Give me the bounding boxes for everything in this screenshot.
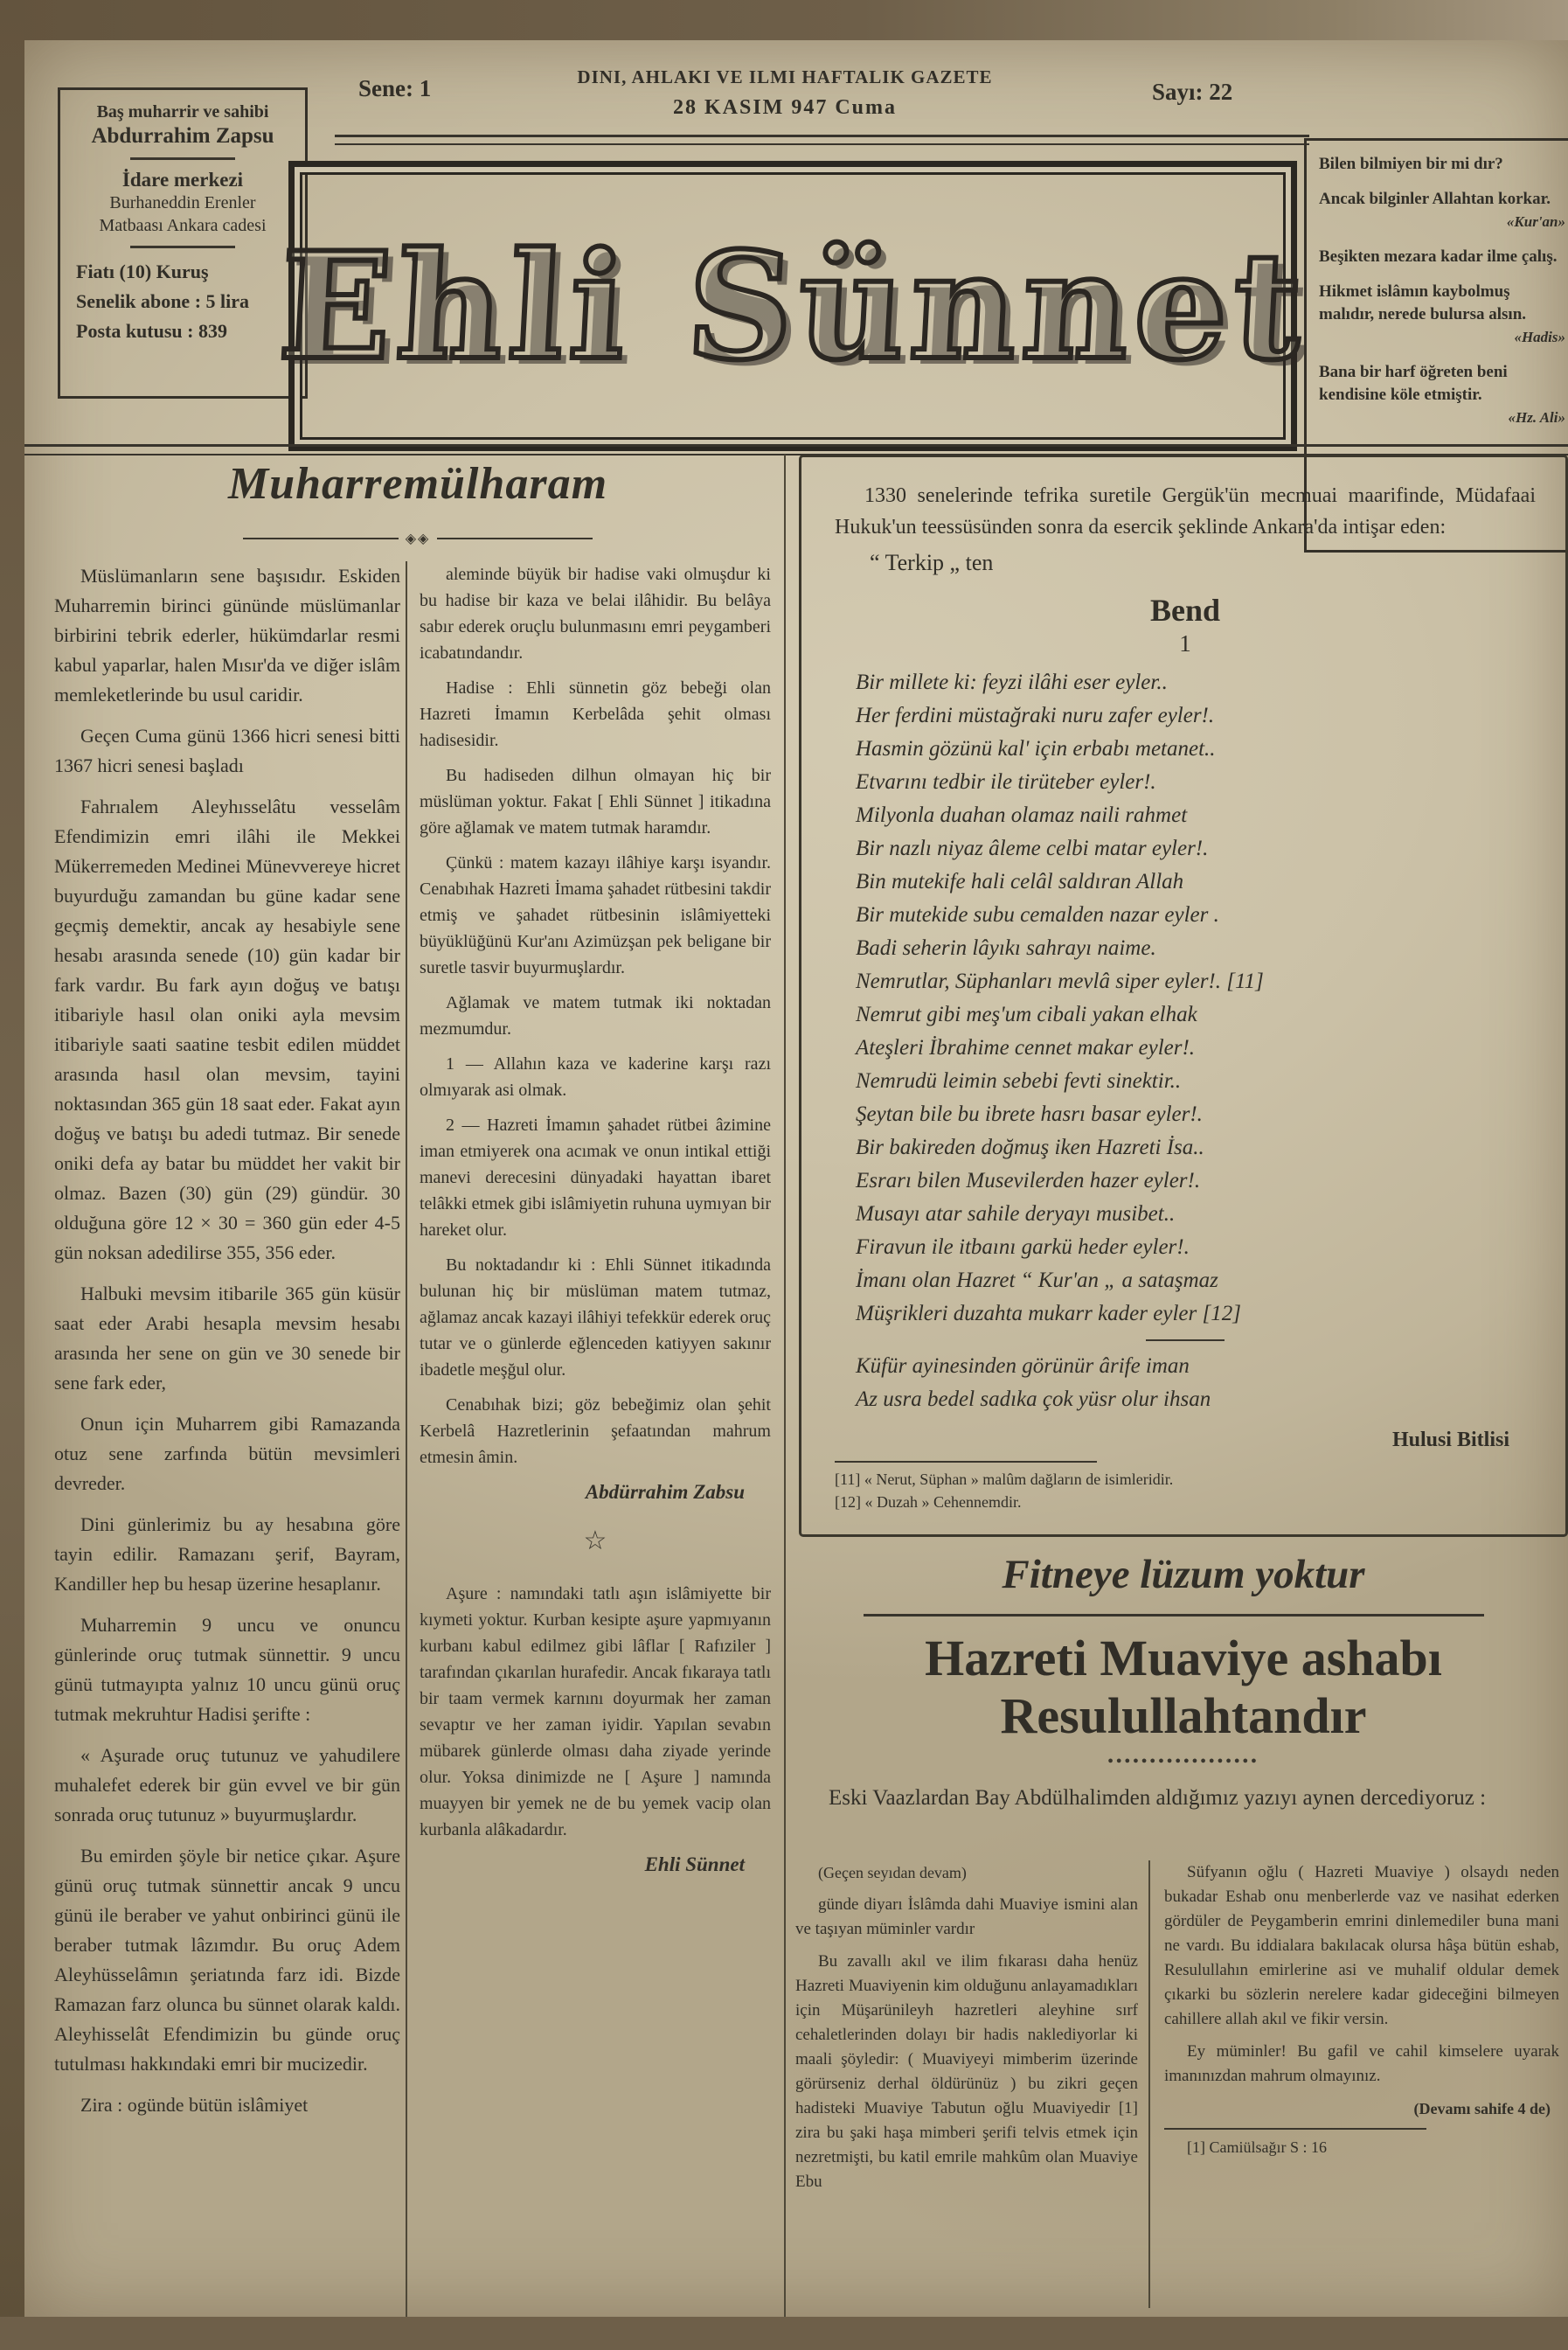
paragraph: Dini günlerimiz bu ay hesabına göre tayin edilir. Ramazanı şerif, Bayram, Kandiller hep bu hesap üzerine hesaplanır. [54,1513,400,1595]
issue-number: Sayı: 22 [1152,79,1233,105]
poem-source: “ Terkip „ ten [870,550,994,575]
paragraph: Ağlamak ve matem tutmak iki noktadan mezmumdur. [420,993,771,1039]
paragraph: Müslümanların sene başısıdır. Eskiden Muharremin birinci gününde müslümanlar birbirini tebrik ederler, hükümdarlar resmi kabul yaparlar, halen Mısır'da ve diğer islâm memleketlerinde bu usul caridir. [54,565,400,706]
paragraph: Halbuki mevsim itibarile 365 gün küsür saat eder Arabi hesapla mevsim hesabı arasında her sene on gün ve 30 senede bir sene fark eder, [54,1283,400,1394]
paragraph: Bu emirden şöyle bir netice çıkar. Aşure günü oruç tutmak sünnettir ancak 9 uncu günü ile beraber ve yahut onbirinci günü ile beraber tutmak lâzımdır. Bu oruç Adem Aleyhüsselâmın şeriatında farz idi. Bizde Ramazan farz olunca bu sünnet olarak kaldı. Aleyhisselât Efendimizin bu günde oruç tutulması hakkındaki emri bir mucizedir. [54,1845,400,2075]
article2-footnote: [1] Camiülsağır S : 16 [1187,2138,1327,2156]
paragraph: Çünkü : matem kazayı ilâhiye karşı isyandır. Cenabıhak Hazreti İmama şahadet rütbesini takdir etmiş ve şahadet rütbesinin islâmiyetteki büyüklüğünü Kur'anı Azimüzşan pek beligane bir suretle tasvir buyurmuşlardır. [420,853,771,977]
footnote-rule [835,1461,1097,1463]
star-divider: ☆ [583,1526,607,1555]
paragraph: Az usra bedel sadıka çok yüsr olur ihsan [856,1387,1211,1411]
poem-signature: Hulusi Bitlisi [1391,1429,1509,1451]
divider [130,246,235,248]
paragraph: « Aşurade oruç tutunuz ve yahudilere muhalefet ederek bir gün evvel ve bir gün sonrada oruç tutunuz » buyurmuşlardır. [54,1744,400,1825]
paragraph: Zira : ogünde bütün islâmiyet [80,2094,309,2116]
photo-edge-left [0,0,24,2317]
paragraph: Hadise : Ehli sünnetin göz bebeği olan Hazreti İmamın Kerbelâda şehit olması hadisesidir. [420,678,771,750]
editor-name: Abdurrahim Zapsu [91,124,274,148]
paragraph: Firavun ile itbaını garkü heder eyler!. [856,1235,1190,1259]
paragraph: Nemrudü leimin sebebi fevti sinektir.. [856,1069,1182,1093]
year-label: Sene: 1 [358,75,432,101]
paragraph: Bir mutekide subu cemalden nazar eyler . [856,903,1219,927]
paragraph: aleminde büyük bir hadise vaki olmuşdur ki bu hadise bir kaza ve belai ilâhidir. Bu belâya sabır ederek oruçlu bulunmasını emri peygamberi icabatındandır. [420,565,771,663]
header-double-rule [335,135,1309,145]
newspaper-page [24,40,1568,2317]
paragraph: Şeytan bile bu ibrete hasrı basar eyler!. [856,1102,1203,1126]
article1-col2b-text [420,1581,771,1843]
poem-box [799,455,1568,1537]
paragraph: Bir nazlı niyaz âleme celbi matar eyler!. [856,837,1209,860]
paragraph: Badi seherin lâyıkı sahrayı naime. [856,936,1156,960]
paragraph: Hikmet islâmın kaybolmuş malıdır, nerede bulursa alsın. «Hadis» [1319,281,1565,349]
article1-col2-text [420,561,771,1470]
paragraph: Hasmin gözünü kal' için erbabı metanet.. [856,737,1216,761]
masthead-frame [274,161,1311,451]
poem-lines [835,666,1536,1331]
price-line: Fiatı (10) Kuruş [76,261,209,282]
article2-headline [799,1630,1568,1745]
paper-tagline: DINI, AHLAKI VE ILMI HAFTALIK GAZETE [577,66,993,87]
paragraph: Ey müminler! Bu gafil ve cahil kimselere uyarak imanınızdan mahrum olmayınız. [1164,2042,1559,2085]
article2-column-1 [795,1860,1138,2350]
paragraph: Beşikten mezara kadar ilme çalış. [1319,247,1558,266]
footnote-rule [1164,2128,1426,2130]
continued-note: (Geçen seyıdan devam) [818,1864,967,1881]
column-rule-center [784,455,786,2317]
paragraph: Bu zavallı akıl ve ilim fıkarası daha henüz Hazreti Muaviyenin kim olduğunu anlayamadıkları için Müşarünileyh hazretleri aleyhine sırf cehaletlerinden dolayı bir hadis naklediyorlar ki maali şöyledir: ( Muaviyeyi mimberim üzerinde görürseniz derhal öldürünüz ) bu zikri geçen hadisteki Muaviye Tabutun oğlu Muaviyedir [1] zira bu şaki haşa mimberi şerifi telvis etmek için nezretmişti, bu katil emrile mahkûm olan Muaviye Ebu [795,1952,1138,2191]
masthead-title: Ehli Sünnet [274,219,1311,393]
article2-lede: Eski Vaazlardan Bay Abdülhalimden aldığımız yazıyı aynen dercediyoruz : [829,1786,1487,1810]
editor-label: Baş muharrir ve sahibi [96,102,269,122]
quote-source: «Kur'an» [1506,213,1565,230]
article1-signature: Abdürrahim Zabsu [585,1481,745,1503]
paragraph: İmanı olan Hazret “ Kur'an „ a sataşmaz [856,1269,1218,1292]
column-rule-left [406,561,407,2317]
paragraph: Küfür ayinesinden görünür ârife iman [856,1354,1190,1378]
office-address-1: Burhaneddin Erenler [109,193,256,212]
paragraph: Bu noktadandır ki : Ehli Sünnet itikadında bulunan hiç bir müslüman matem tutmaz, ağlamaz ancak kazayi ilâhiyi tefekkür ederek oruç tutar ve o günlerde eğlenceden katiyyen sakınır ibadetle meşğul olur. [420,1255,771,1380]
paragraph: Aşure : namındaki tatlı aşın islâmiyette bir kıymeti yoktur. Kurban kesipte aşure yapmıyanın kurbanı kabul edilmez gibi lâflar [ Rafıziler ] tarafından çıkarılan hurafedir. Ancak fıkaraya tatlı bir taam vermek karnını doyurmak her zaman sevaptır ve her zaman iyidir. Yapılan sevabın mübarek günlerde olması daha ziyade yerinde olur. Yoksa dinimizde ne [ Aşure ] namında muayyen bir yemek ne de bu yemek vacip olan kurbanla alâkadardır. [420,1584,771,1839]
paragraph: Geçen Cuma günü 1366 hicri senesi bitti 1367 hicri senesi başladı [54,725,400,776]
article1-col1-text [54,561,400,2120]
paragraph: Etvarını tedbir ile tirüteber eyler!. [856,770,1156,794]
paragraph: Esrarı bilen Musevilerden hazer eyler!. [856,1169,1201,1192]
article2-kicker: Fitneye lüzum yoktur [1002,1552,1365,1597]
paragraph: 2 — Hazreti İmamın şahadet rütbei âzimine iman etmiyerek ona acımak ve onun intikal ettiği manevi derecesini dünyadaki hayattan ibaret telâkki etmek gibi islâmiyetin ruhuna uymıyan bir hareket olur. [420,1116,771,1240]
article1-title: Muharremülharam [227,459,608,509]
dots-ornament: ●●●●●●●●●●●●●●●●●● [1107,1756,1259,1766]
ornament-line [437,538,593,539]
paragraph: Fahrıalem Aleyhısselâtu vesselâm Efendimizin emri ilâhi ile Mekkei Mükerremeden Medinei Münevvereye hicret buyurduğu zamandan bu güne kadar sene geçmiş demektir, ancak ay hesabiyle sene hesabı arasında senede (10) gün kadar bir fark vardır. Bu fark ayın doğuş ve batışı itibariyle hasıl olan oniki ayla mevsim itibariyle saati saatine tesbit edilen müddet arasında hasıl olan mevsim, tayini noktasından 365 gün 18 saat eder. Fakat ayın doğuş ve batışı bu adedi tutmaz. Bir senede oniki defa ay batar bu müddet her vakit bir olmaz. Bazen (30) gün (29) gündür. 30 olduğuna göre 12 × 30 = 360 gün eder 4-5 gün noksan adedilirse 355, 356 eder. [54,796,400,1263]
article1-column-2 [420,561,771,2317]
column-rule-bottom-right [1148,1860,1150,2308]
ornament-diamond: ◈◈ [405,532,431,546]
poem-couplet [835,1350,1536,1416]
article1-signature-2: Ehli Sünnet [644,1853,745,1875]
continuation-note: (Devamı sahife 4 de) [1413,2100,1551,2117]
paragraph: Bilen bilmiyen bir mi dır? [1319,155,1503,173]
paragraph: Ancak bilginler Allahtan korkar. «Kur'an» [1319,188,1565,233]
article2-column-2 [1164,1860,1559,2350]
poem-title: Bend [1149,593,1221,628]
paragraph: Nemrut gibi meş'um cibali yakan elhak [856,1003,1197,1026]
quote-source: «Hadis» [1514,329,1565,345]
poem-intro: 1330 senelerinde tefrika suretile Gergük'ün mecmuai maarifinde, Müdafaai Hukuk'un teessüsünden sonra da esercik şeklinde Ankara'da intişar eden: [835,484,1536,539]
issue-date: 28 KASIM 947 Cuma [672,96,897,119]
paragraph: [12] « Duzah » Cehennemdir. [835,1493,1022,1511]
paragraph: Bin mutekife hali celâl saldıran Allah [856,870,1184,893]
po-box-line: Posta kutusu : 839 [76,320,227,342]
title-ornament [243,530,593,547]
article2-col2-text [1164,1860,1559,2089]
article1-column-1 [54,561,400,2317]
couplet-divider [1146,1339,1225,1341]
paragraph: Bana bir harf öğreten beni kendisine köle etmiştir. «Hz. Ali» [1319,361,1565,429]
headline-line-2: Resulullahtandır [1000,1687,1367,1744]
poem-stanza-number: 1 [1179,630,1191,657]
paragraph: Müşrikleri duzahta mukarr kader eyler [12] [856,1302,1241,1325]
divider [130,157,235,160]
office-label: İdare merkezi [121,169,244,191]
office-address-2: Matbaası Ankara cadesi [99,216,267,235]
paragraph: Musayı atar sahile deryayı musibet.. [856,1202,1176,1226]
poem-footnotes [835,1468,1536,1513]
paragraph: Milyonla duahan olamaz naili rahmet [856,803,1188,827]
paragraph: Her ferdini müstağraki nuru zafer eyler!. [856,704,1215,727]
quote-source: «Hz. Ali» [1508,409,1565,426]
paragraph: [11] « Nerut, Süphan » malûm dağların de isimleridir. [835,1470,1174,1488]
paragraph: Süfyanın oğlu ( Hazreti Muaviye ) olsaydı neden bukadar Eshab onu menberlerde vaz ve nasihat ederken gördüler de Peygamberin emrini dinlemediler buna mani ne vardı. Bu iddialara bakılacak olursa hâşa bütün eshab, Resulullahın emirlerine asi ve muhalif oldular demek çıkarki bu sözlerin nerelere kadar gideceğini bilmeyen cahillere allah akıl ve fikir versin. [1164,1863,1559,2028]
paragraph: 1 — Allahın kaza ve kaderine karşı razı olmıyarak asi olmak. [420,1054,771,1100]
paragraph: Bir bakireden doğmuş iken Hazreti İsa.. [856,1136,1204,1159]
headline-line-1: Hazreti Muaviye ashabı [925,1630,1442,1686]
paragraph: Bir millete ki: feyzi ilâhi eser eyler.. [856,671,1168,694]
paragraph: Ateşleri İbrahime cennet makar eyler!. [856,1036,1196,1060]
paragraph: günde diyarı İslâmda dahi Muaviye ismini alan ve taşıyan müminler vardır [795,1895,1138,1938]
publisher-info-box [58,87,308,399]
photo-edge-top [0,0,1568,40]
kicker-underline [864,1614,1484,1616]
subscription-line: Senelik abone : 5 lira [76,290,250,312]
paragraph: Muharremin 9 uncu ve onuncu günlerinde oruç tutmak sünnettir. 9 uncu günü tutmayıpta yalnız 10 uncu günü oruç tutmak mekruhtur Hadisi şerifte : [54,1614,400,1725]
ornament-line [243,538,399,539]
article2-col1-text [795,1893,1138,2194]
paragraph: Onun için Muharrem gibi Ramazanda otuz sene zarfında bütün mevsimleri devreder. [54,1413,400,1494]
paragraph: Bu hadiseden dilhun olmayan hiç bir müslüman yoktur. Fakat [ Ehli Sünnet ] itikadına göre ağlamak ve matem tutmak haramdır. [420,766,771,838]
paragraph: Cenabıhak bizi; göz bebeğimiz olan şehit Kerbelâ Hazretlerinin şefaatından mahrum etmesin âmin. [420,1395,771,1467]
paragraph: Nemrutlar, Süphanları mevlâ siper eyler!. [11] [856,970,1264,993]
